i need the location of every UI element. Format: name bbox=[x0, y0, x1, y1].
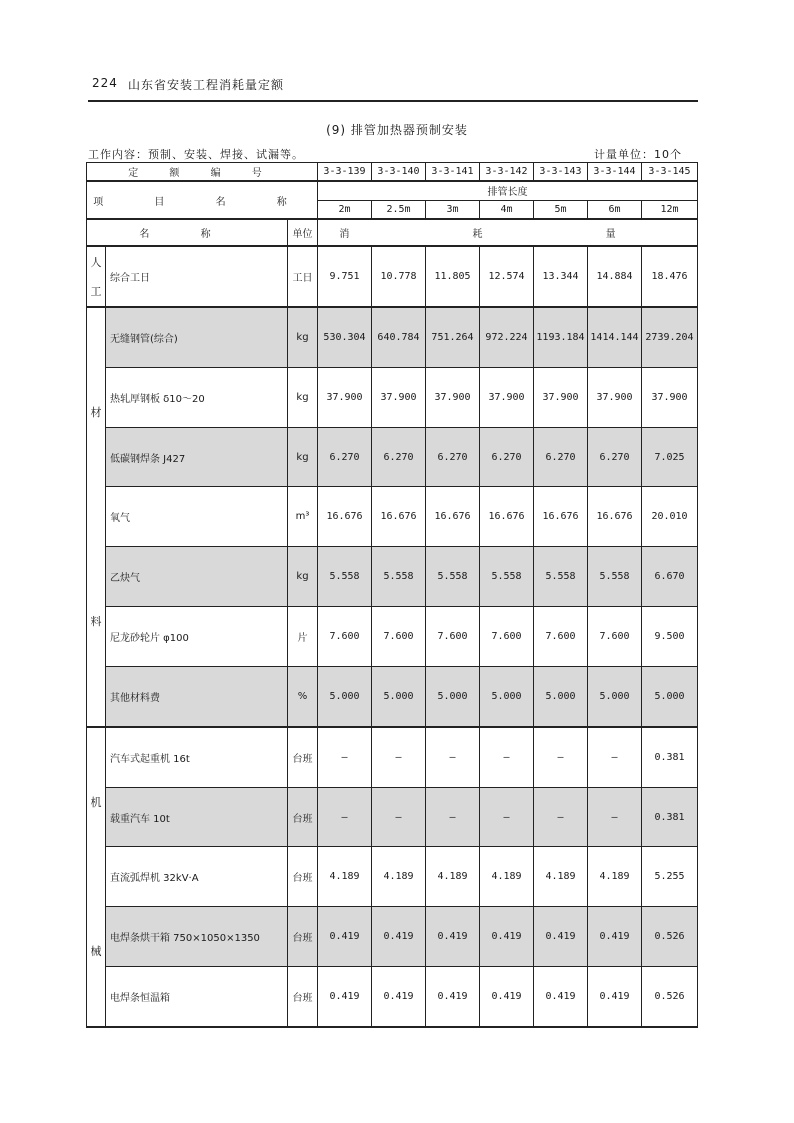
quota-code: 3-3-139 bbox=[318, 163, 372, 182]
value-cell: 7.600 bbox=[318, 607, 372, 667]
quota-code: 3-3-143 bbox=[534, 163, 588, 182]
value-cell: 0.419 bbox=[372, 967, 426, 1027]
value-cell: 5.000 bbox=[588, 666, 642, 726]
table-row bbox=[87, 847, 698, 907]
value-cell: — bbox=[534, 727, 588, 787]
table-row bbox=[87, 487, 698, 547]
value-cell: 37.900 bbox=[426, 367, 480, 427]
item-unit: kg bbox=[288, 547, 318, 607]
value-cell: 18.476 bbox=[642, 246, 698, 307]
category-char: 人 bbox=[90, 255, 102, 269]
quota-code-label: 定 额 编 号 bbox=[87, 163, 318, 182]
group-header-row bbox=[87, 181, 698, 200]
value-cell: 5.000 bbox=[480, 666, 534, 726]
value-cell: 0.419 bbox=[426, 967, 480, 1027]
length-cell: 4m bbox=[480, 200, 534, 219]
quota-code: 3-3-144 bbox=[588, 163, 642, 182]
value-cell: — bbox=[318, 727, 372, 787]
item-name: 氧气 bbox=[106, 487, 288, 547]
value-cell: 1414.144 bbox=[588, 307, 642, 367]
item-name: 电焊条恒温箱 bbox=[106, 967, 288, 1027]
quota-code: 3-3-141 bbox=[426, 163, 480, 182]
item-unit: m³ bbox=[288, 487, 318, 547]
value-cell: 5.000 bbox=[372, 666, 426, 726]
work-content: 工作内容：预制、安装、焊接、试漏等。 bbox=[88, 148, 304, 161]
length-cell: 6m bbox=[588, 200, 642, 219]
value-cell: 5.000 bbox=[642, 666, 698, 726]
table-row bbox=[87, 967, 698, 1027]
value-cell: 6.270 bbox=[534, 427, 588, 487]
consumption-label: 消 耗 量 bbox=[318, 219, 698, 246]
value-cell: 14.884 bbox=[588, 246, 642, 307]
value-cell: 5.558 bbox=[318, 547, 372, 607]
item-name: 其他材料费 bbox=[106, 666, 288, 726]
value-cell: 6.270 bbox=[480, 427, 534, 487]
category-labor bbox=[87, 246, 106, 307]
value-cell: 20.010 bbox=[642, 487, 698, 547]
item-unit: 台班 bbox=[288, 847, 318, 907]
page-number: 224 bbox=[92, 76, 118, 90]
value-cell: 4.189 bbox=[426, 847, 480, 907]
value-cell: 5.255 bbox=[642, 847, 698, 907]
item-unit: 台班 bbox=[288, 787, 318, 847]
item-name: 乙炔气 bbox=[106, 547, 288, 607]
value-cell: 5.000 bbox=[426, 666, 480, 726]
item-unit: % bbox=[288, 666, 318, 726]
value-cell: 7.600 bbox=[480, 607, 534, 667]
column-header-row bbox=[87, 219, 698, 246]
value-cell: 640.784 bbox=[372, 307, 426, 367]
value-cell: 1193.184 bbox=[534, 307, 588, 367]
value-cell: 0.419 bbox=[588, 907, 642, 967]
value-cell: — bbox=[426, 787, 480, 847]
group-label: 排管长度 bbox=[318, 181, 698, 200]
value-cell: 530.304 bbox=[318, 307, 372, 367]
value-cell: — bbox=[426, 727, 480, 787]
category-material bbox=[87, 307, 106, 727]
table-row bbox=[87, 907, 698, 967]
value-cell: 16.676 bbox=[426, 487, 480, 547]
value-cell: 37.900 bbox=[372, 367, 426, 427]
length-cell: 2m bbox=[318, 200, 372, 219]
quota-code: 3-3-145 bbox=[642, 163, 698, 182]
item-name: 电焊条烘干箱 750×1050×1350 bbox=[106, 907, 288, 967]
value-cell: — bbox=[480, 787, 534, 847]
value-cell: 0.419 bbox=[426, 907, 480, 967]
value-cell: 0.419 bbox=[534, 907, 588, 967]
value-cell: 37.900 bbox=[534, 367, 588, 427]
value-cell: 16.676 bbox=[588, 487, 642, 547]
item-unit: 台班 bbox=[288, 967, 318, 1027]
category-char: 机 bbox=[90, 796, 102, 810]
value-cell: 9.751 bbox=[318, 246, 372, 307]
item-name-label: 项 目 名 称 bbox=[87, 181, 318, 219]
value-cell: 5.558 bbox=[588, 547, 642, 607]
value-cell: 37.900 bbox=[642, 367, 698, 427]
value-cell: 5.558 bbox=[372, 547, 426, 607]
value-cell: — bbox=[588, 727, 642, 787]
table-row bbox=[87, 427, 698, 487]
table-row bbox=[87, 607, 698, 667]
item-unit: 工日 bbox=[288, 246, 318, 307]
value-cell: 5.558 bbox=[426, 547, 480, 607]
book-title: 山东省安装工程消耗量定额 bbox=[128, 78, 285, 92]
category-machine bbox=[87, 727, 106, 1027]
item-unit: 台班 bbox=[288, 727, 318, 787]
item-name: 载重汽车 10t bbox=[106, 787, 288, 847]
table-row bbox=[87, 727, 698, 787]
table-row bbox=[87, 367, 698, 427]
table-row bbox=[87, 246, 698, 307]
value-cell: 0.419 bbox=[534, 967, 588, 1027]
value-cell: 4.189 bbox=[372, 847, 426, 907]
value-cell: 751.264 bbox=[426, 307, 480, 367]
value-cell: 16.676 bbox=[534, 487, 588, 547]
value-cell: 13.344 bbox=[534, 246, 588, 307]
value-cell: 6.270 bbox=[318, 427, 372, 487]
length-cell: 2.5m bbox=[372, 200, 426, 219]
item-name: 尼龙砂轮片 φ100 bbox=[106, 607, 288, 667]
value-cell: 16.676 bbox=[318, 487, 372, 547]
item-name: 直流弧焊机 32kV·A bbox=[106, 847, 288, 907]
value-cell: 4.189 bbox=[534, 847, 588, 907]
item-name: 低碳钢焊条 J427 bbox=[106, 427, 288, 487]
unit-note: 计量单位：10个 bbox=[594, 148, 682, 161]
value-cell: 5.558 bbox=[534, 547, 588, 607]
value-cell: 7.600 bbox=[534, 607, 588, 667]
unit-label: 单位 bbox=[288, 219, 318, 246]
length-cell: 12m bbox=[642, 200, 698, 219]
item-name: 汽车式起重机 16t bbox=[106, 727, 288, 787]
value-cell: — bbox=[372, 787, 426, 847]
value-cell: 0.419 bbox=[480, 907, 534, 967]
quota-code: 3-3-142 bbox=[480, 163, 534, 182]
length-cell: 3m bbox=[426, 200, 480, 219]
value-cell: 0.419 bbox=[318, 967, 372, 1027]
value-cell: 2739.204 bbox=[642, 307, 698, 367]
value-cell: 5.000 bbox=[534, 666, 588, 726]
value-cell: 972.224 bbox=[480, 307, 534, 367]
value-cell: 0.381 bbox=[642, 727, 698, 787]
value-cell: 0.526 bbox=[642, 967, 698, 1027]
quota-table bbox=[86, 162, 698, 1028]
name-label: 名 称 bbox=[87, 219, 288, 246]
category-char: 工 bbox=[90, 285, 102, 299]
item-unit: kg bbox=[288, 427, 318, 487]
value-cell: 12.574 bbox=[480, 246, 534, 307]
value-cell: 37.900 bbox=[588, 367, 642, 427]
value-cell: 37.900 bbox=[480, 367, 534, 427]
category-char: 料 bbox=[90, 615, 102, 629]
value-cell: — bbox=[534, 787, 588, 847]
value-cell: 0.419 bbox=[480, 967, 534, 1027]
value-cell: 6.670 bbox=[642, 547, 698, 607]
value-cell: 0.526 bbox=[642, 907, 698, 967]
item-unit: 台班 bbox=[288, 907, 318, 967]
category-char: 材 bbox=[90, 406, 102, 420]
value-cell: 7.025 bbox=[642, 427, 698, 487]
value-cell: 0.419 bbox=[588, 967, 642, 1027]
item-name: 综合工日 bbox=[106, 246, 288, 307]
item-name: 热轧厚钢板 δ10～20 bbox=[106, 367, 288, 427]
page-header bbox=[88, 76, 698, 98]
value-cell: 0.381 bbox=[642, 787, 698, 847]
value-cell: — bbox=[588, 787, 642, 847]
item-name: 无缝钢管(综合) bbox=[106, 307, 288, 367]
item-unit: 片 bbox=[288, 607, 318, 667]
value-cell: 16.676 bbox=[480, 487, 534, 547]
category-char: 械 bbox=[90, 945, 102, 959]
item-unit: kg bbox=[288, 307, 318, 367]
header-rule bbox=[88, 100, 698, 102]
table-row bbox=[87, 307, 698, 367]
value-cell: 7.600 bbox=[588, 607, 642, 667]
table-row bbox=[87, 666, 698, 726]
section-title: (9) 排管加热器预制安装 bbox=[326, 123, 468, 137]
quota-code: 3-3-140 bbox=[372, 163, 426, 182]
value-cell: 10.778 bbox=[372, 246, 426, 307]
value-cell: 5.558 bbox=[480, 547, 534, 607]
value-cell: 4.189 bbox=[480, 847, 534, 907]
value-cell: 6.270 bbox=[426, 427, 480, 487]
value-cell: 6.270 bbox=[372, 427, 426, 487]
value-cell: — bbox=[372, 727, 426, 787]
value-cell: 4.189 bbox=[588, 847, 642, 907]
value-cell: — bbox=[318, 787, 372, 847]
table-row bbox=[87, 547, 698, 607]
value-cell: 6.270 bbox=[588, 427, 642, 487]
value-cell: — bbox=[480, 727, 534, 787]
value-cell: 11.805 bbox=[426, 246, 480, 307]
value-cell: 0.419 bbox=[372, 907, 426, 967]
table-row bbox=[87, 787, 698, 847]
value-cell: 7.600 bbox=[372, 607, 426, 667]
value-cell: 9.500 bbox=[642, 607, 698, 667]
value-cell: 4.189 bbox=[318, 847, 372, 907]
value-cell: 16.676 bbox=[372, 487, 426, 547]
quota-code-row bbox=[87, 163, 698, 182]
length-cell: 5m bbox=[534, 200, 588, 219]
value-cell: 7.600 bbox=[426, 607, 480, 667]
value-cell: 5.000 bbox=[318, 666, 372, 726]
value-cell: 37.900 bbox=[318, 367, 372, 427]
item-unit: kg bbox=[288, 367, 318, 427]
value-cell: 0.419 bbox=[318, 907, 372, 967]
